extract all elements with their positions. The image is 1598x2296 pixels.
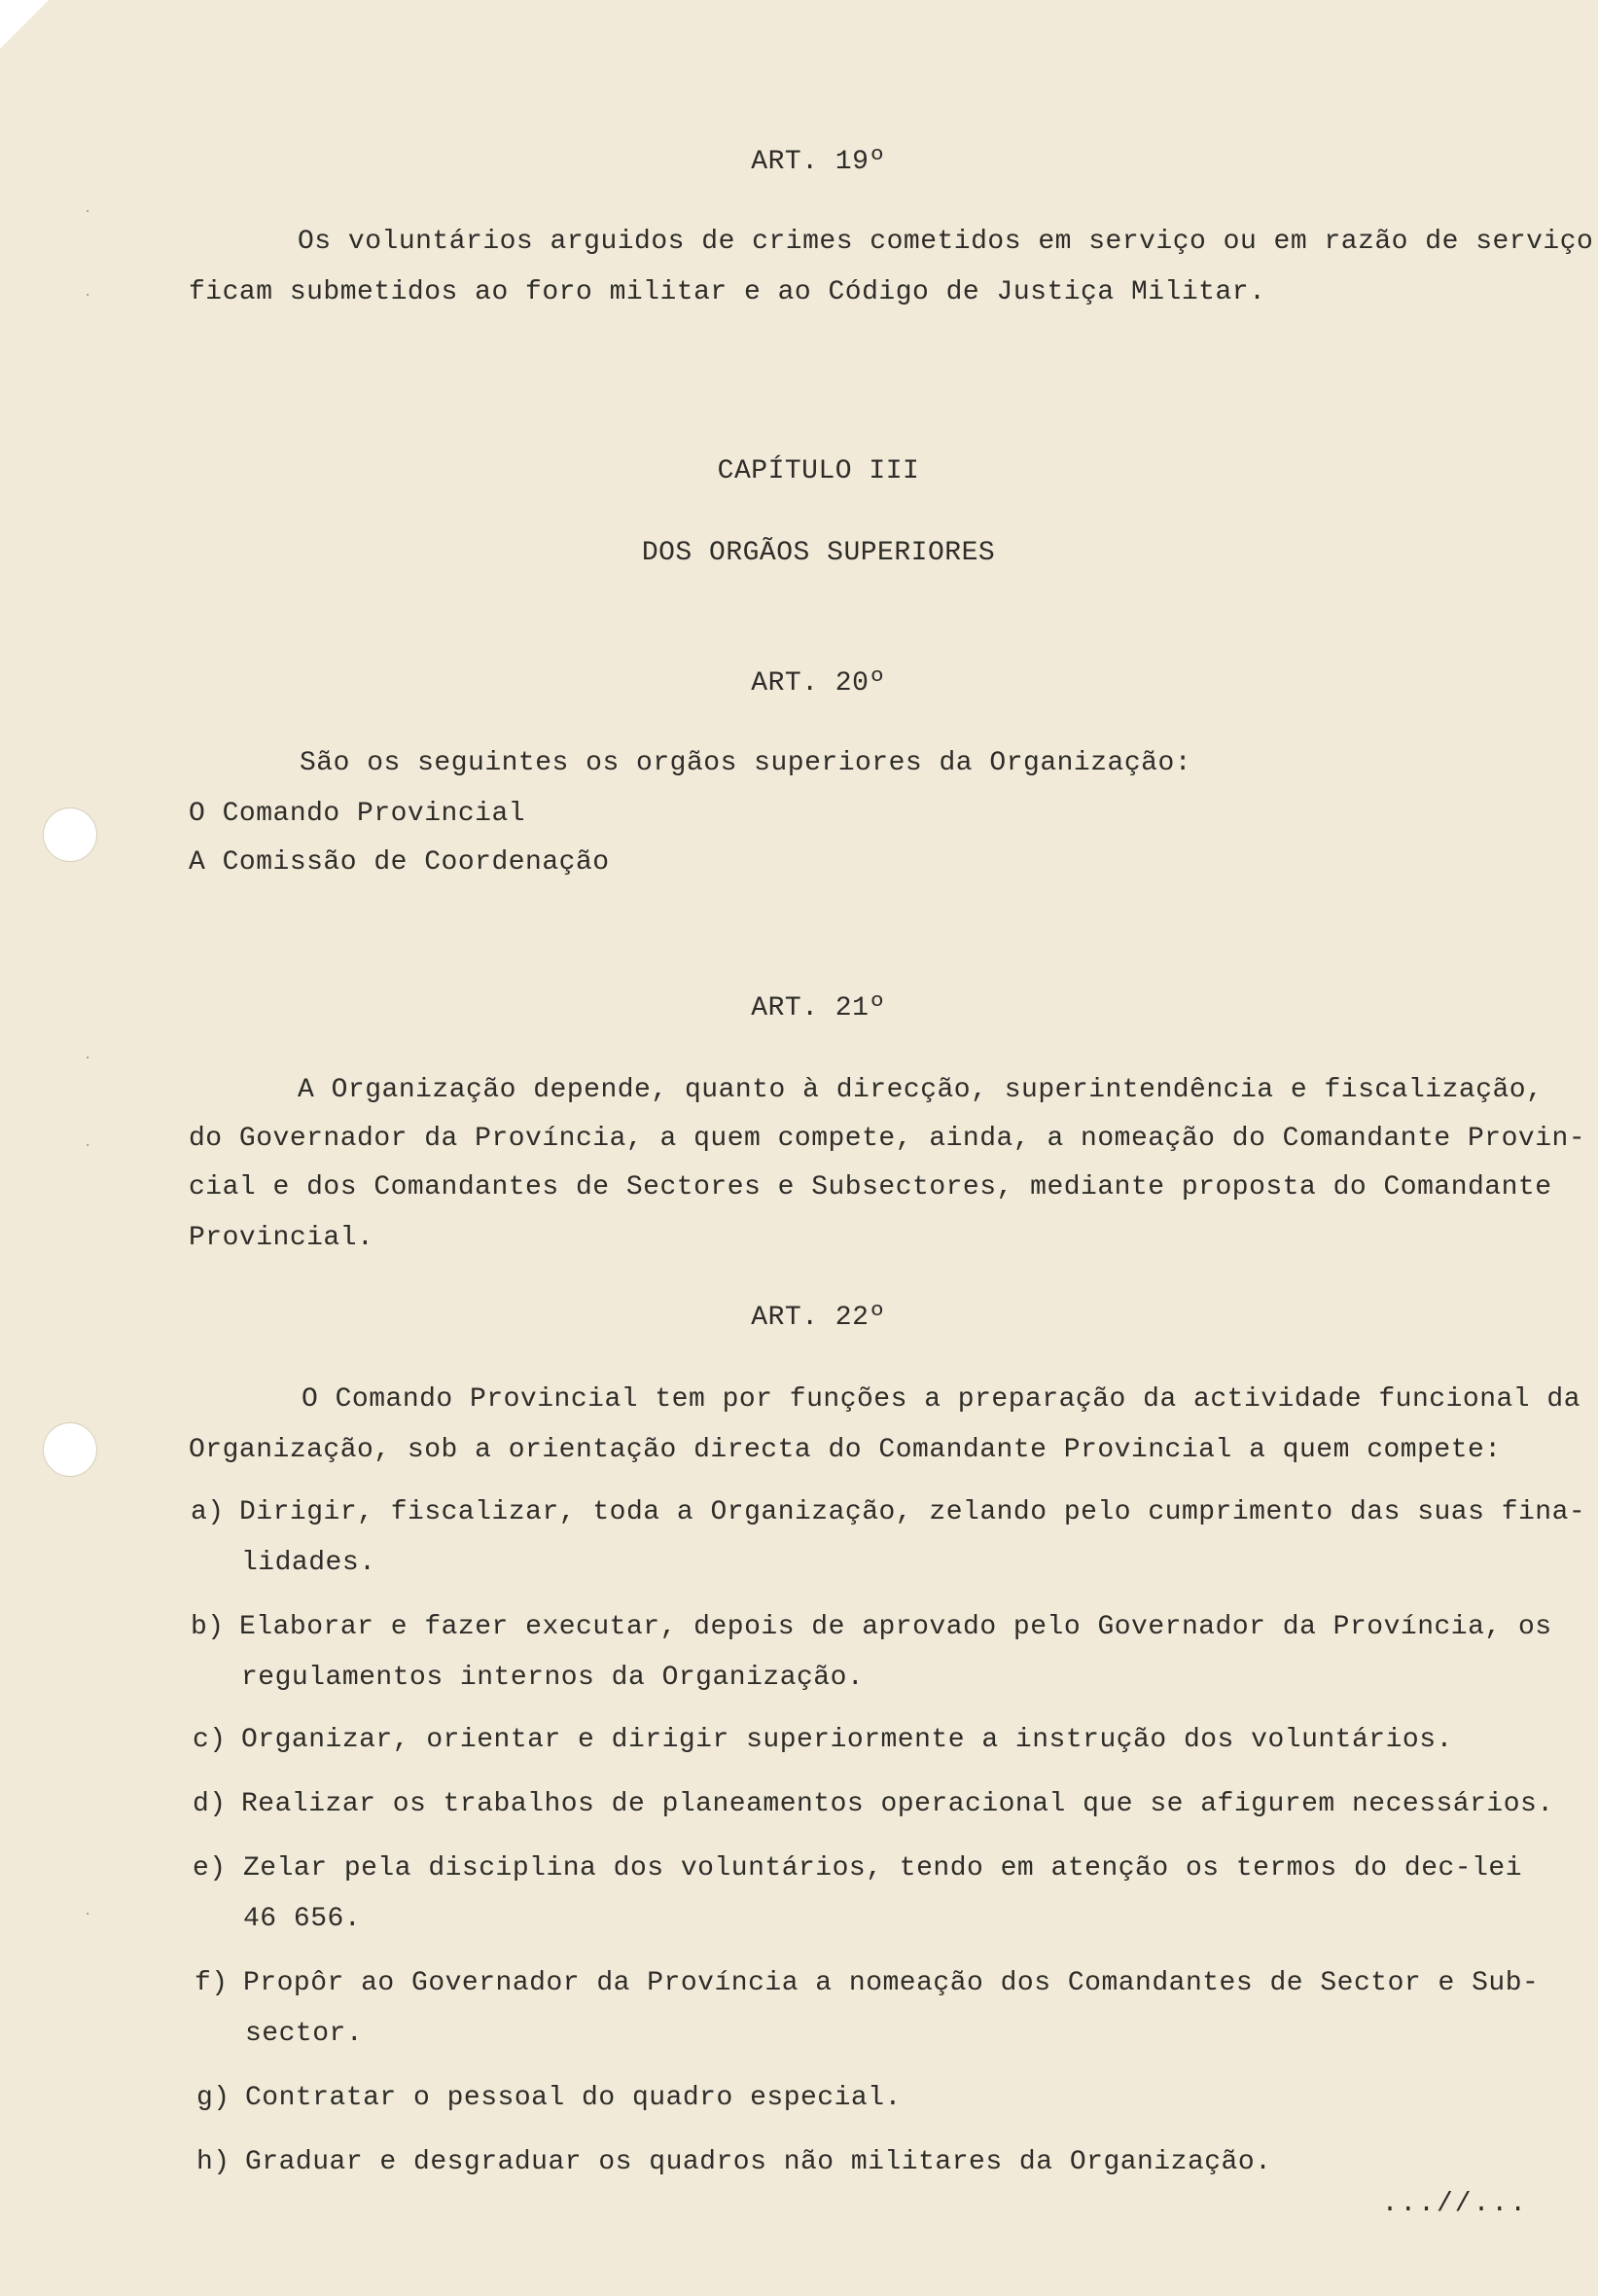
- item-h-line-1: Graduar e desgraduar os quadros não militares da Organização.: [245, 2147, 1272, 2177]
- page-continuation-mark: ...//...: [1381, 2189, 1528, 2219]
- item-e-letter: e): [193, 1853, 227, 1883]
- item-b-line-2: regulamentos internos da Organização.: [241, 1663, 865, 1693]
- art22-line-2: Organização, sob a orientação directa do Comandante Provincial a quem compete:: [189, 1435, 1502, 1465]
- art21-line-4: Provincial.: [189, 1223, 374, 1253]
- item-a-letter: a): [191, 1497, 225, 1527]
- punch-hole-top: [43, 807, 97, 862]
- item-a-line-2: lidades.: [241, 1548, 376, 1578]
- edge-mark: ·: [84, 1138, 92, 1154]
- art21-line-2: do Governador da Província, a quem compete, ainda, a nomeação do Comandante Provin-: [189, 1124, 1586, 1154]
- item-d-letter: d): [193, 1789, 227, 1819]
- item-g-letter: g): [196, 2083, 231, 2113]
- item-e-line-1: Zelar pela disciplina dos voluntários, tendo em atenção os termos do dec-lei: [243, 1853, 1523, 1883]
- art21-heading: ART. 21º: [751, 993, 886, 1023]
- edge-mark: ·: [84, 1051, 92, 1066]
- item-f-line-2: sector.: [245, 2019, 364, 2049]
- item-f-line-1: Propôr ao Governador da Província a nomeação dos Comandantes de Sector e Sub-: [243, 1968, 1540, 1998]
- item-h-letter: h): [196, 2147, 231, 2177]
- art20-item-2: A Comissão de Coordenação: [189, 847, 610, 878]
- art19-heading: ART. 19º: [751, 147, 886, 177]
- art20-item-1: O Comando Provincial: [189, 799, 526, 829]
- chapter-subtitle: DOS ORGÃOS SUPERIORES: [641, 538, 996, 568]
- edge-mark: ·: [84, 288, 92, 304]
- item-d-line-1: Realizar os trabalhos de planeamentos operacional que se afigurem necessários.: [241, 1789, 1554, 1819]
- item-a-line-1: Dirigir, fiscalizar, toda a Organização, zelando pelo cumprimento das suas fina-: [239, 1497, 1586, 1527]
- item-b-line-1: Elaborar e fazer executar, depois de aprovado pelo Governador da Província, os: [239, 1612, 1552, 1642]
- item-g-line-1: Contratar o pessoal do quadro especial.: [245, 2083, 902, 2113]
- art21-line-1: A Organização depende, quanto à direcção, superintendência e fiscalização,: [298, 1075, 1544, 1105]
- item-b-letter: b): [191, 1612, 225, 1642]
- art20-intro: São os seguintes os orgãos superiores da Organização:: [300, 748, 1192, 778]
- art22-heading: ART. 22º: [751, 1303, 886, 1333]
- art19-line-2: ficam submetidos ao foro militar e ao Código de Justiça Militar.: [189, 277, 1266, 307]
- art22-line-1: O Comando Provincial tem por funções a preparação da actividade funcional da: [302, 1384, 1581, 1415]
- item-f-letter: f): [195, 1968, 229, 1998]
- art21-line-3: cial e dos Comandantes de Sectores e Subsectores, mediante proposta do Comandante: [189, 1172, 1552, 1202]
- punch-hole-bottom: [43, 1422, 97, 1477]
- chapter-title: CAPÍTULO III: [717, 456, 920, 486]
- art20-heading: ART. 20º: [751, 668, 886, 699]
- edge-mark: ·: [84, 204, 92, 220]
- item-c-line-1: Organizar, orientar e dirigir superiormente a instrução dos voluntários.: [241, 1725, 1453, 1755]
- item-c-letter: c): [193, 1725, 227, 1755]
- art19-line-1: Os voluntários arguidos de crimes cometidos em serviço ou em razão de serviço: [298, 227, 1594, 257]
- edge-mark: ·: [84, 1907, 92, 1922]
- folded-corner: [0, 0, 49, 49]
- item-e-line-2: 46 656.: [243, 1904, 362, 1934]
